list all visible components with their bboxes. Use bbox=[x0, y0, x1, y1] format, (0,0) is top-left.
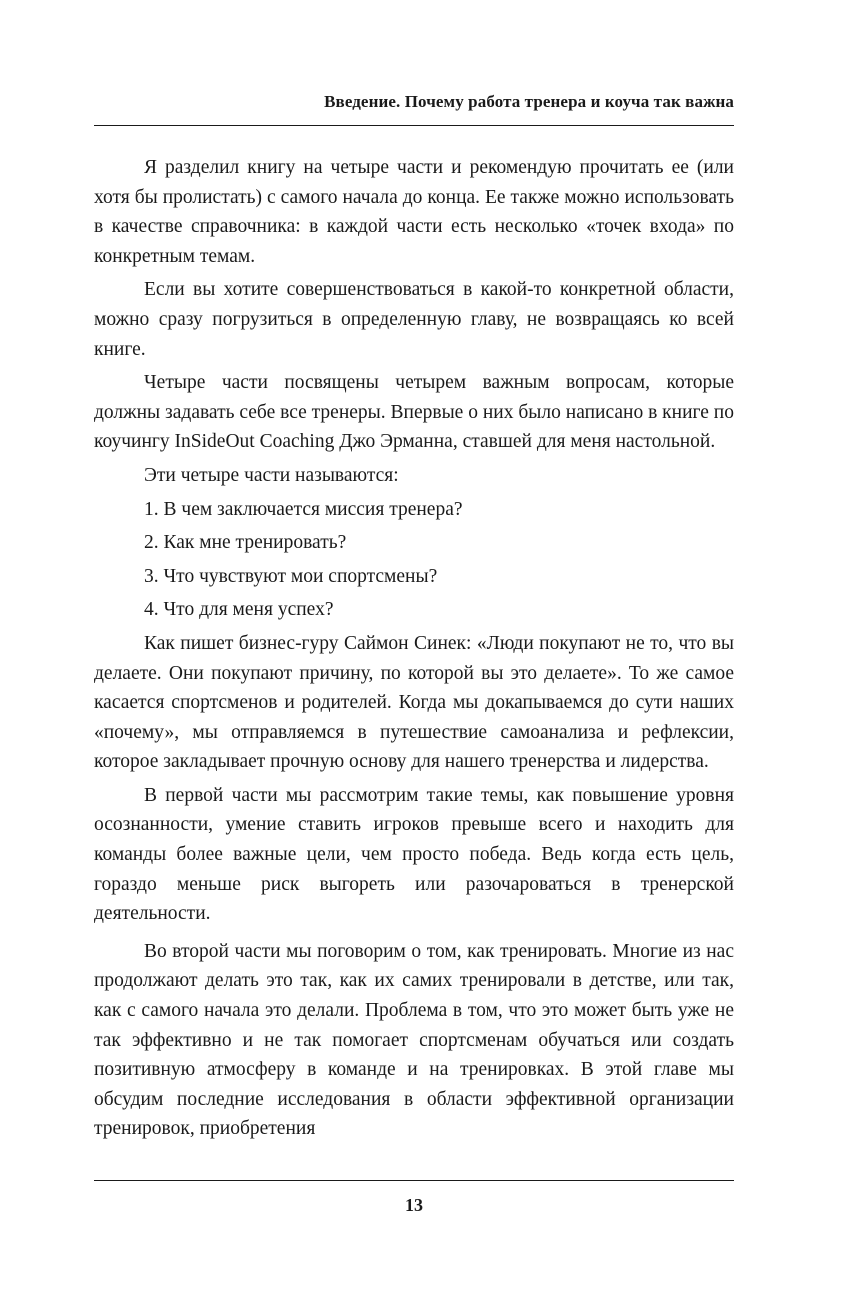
book-page bbox=[94, 0, 734, 1311]
header-rule bbox=[94, 125, 734, 126]
paragraph: В первой части мы рассмотрим такие темы, как повышение уровня осознанности, умение ставить игроков превыше всего и находить для команды более важные цели, чем просто победа. Ведь когда есть цель, гораздо меньше риск выгореть или разочароваться в тренерской деятельности. bbox=[94, 784, 734, 925]
body-text bbox=[94, 153, 734, 1144]
list-item: 3. Что чувствуют мои спортсмены? bbox=[144, 565, 438, 587]
paragraph: Четыре части посвящены четырем важным вопросам, которые должны задавать себе все тренеры. Впервые о них было написано в книге по коучингу InSideOut Coaching Джо Эрманна, ставшей для меня настольной. bbox=[94, 372, 734, 453]
page-number: 13 bbox=[405, 1195, 423, 1215]
paragraph: Как пишет бизнес-гуру Саймон Синек: «Люди покупают не то, что вы делаете. Они покупают причину, по которой вы это делаете». То же самое касается спортсменов и родителей. Когда мы докапываемся до сути наших «почему», мы отправляемся в путешествие самоанализа и рефлексии, которое закладывает прочную основу для нашего тренерства и лидерства. bbox=[94, 632, 734, 773]
list-item: 4. Что для меня успех? bbox=[144, 599, 334, 621]
list-item: 2. Как мне тренировать? bbox=[144, 532, 347, 554]
paragraph: Во второй части мы поговорим о том, как тренировать. Многие из нас продолжают делать это так, как их самих тренировали в детстве, или так, как с самого начала это делали. Проблема в том, что это может быть уже не так эффективно и не так помогает спортсменам обучаться или создать позитивную атмосферу в команде и на тренировках. В этой главе мы обсудим последние исследования в области эффективной организации тренировок, приобретения bbox=[94, 940, 734, 1140]
list-item: 1. В чем заключается миссия тренера? bbox=[144, 498, 463, 520]
paragraph: Я разделил книгу на четыре части и рекомендую прочитать ее (или хотя бы пролистать) с самого начала до конца. Ее также можно использовать в качестве справочника: в каждой части есть несколько «точек входа» по конкретным темам. bbox=[94, 157, 734, 267]
paragraph: Если вы хотите совершенствоваться в какой-то конкретной области, можно сразу погрузиться в определенную главу, не возвращаясь ко всей книге. bbox=[94, 279, 734, 360]
paragraph: Эти четыре части называются: bbox=[144, 464, 399, 486]
running-head: Введение. Почему работа тренера и коуча так важна bbox=[324, 92, 734, 111]
footer-rule bbox=[94, 1180, 734, 1181]
